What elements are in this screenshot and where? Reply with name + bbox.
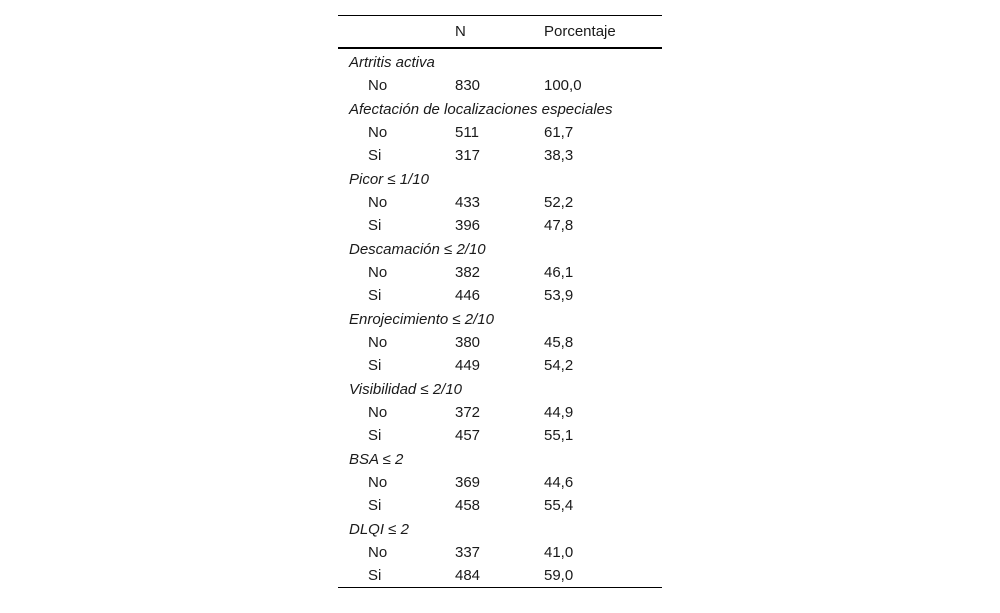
row-percentage: 44,9 <box>544 404 574 421</box>
group-title: Afectación de localizaciones especiales <box>349 100 613 118</box>
header-label <box>338 16 455 49</box>
table-row <box>338 74 662 97</box>
table-header <box>338 16 662 49</box>
row-percentage: 61,7 <box>544 124 574 141</box>
row-n: 380 <box>455 334 481 351</box>
table-row <box>338 261 662 284</box>
row-percentage: 53,9 <box>544 287 574 304</box>
data-table <box>338 15 662 588</box>
table-row <box>338 354 662 377</box>
row-percentage: 100,0 <box>544 77 582 94</box>
group-row <box>338 307 662 331</box>
table-row <box>338 191 662 214</box>
table-row <box>338 494 662 517</box>
row-n: 484 <box>455 567 481 584</box>
table-row <box>338 564 662 588</box>
header-percentage: Porcentaje <box>544 23 616 40</box>
group-title: Enrojecimiento ≤ 2/10 <box>349 310 494 328</box>
row-label: Si <box>368 147 382 164</box>
row-label: No <box>368 404 388 421</box>
row-label: Si <box>368 427 382 444</box>
table-row <box>338 284 662 307</box>
group-row <box>338 48 662 74</box>
table-row <box>338 471 662 494</box>
row-percentage: 52,2 <box>544 194 574 211</box>
header-row <box>338 16 662 49</box>
row-percentage: 55,4 <box>544 497 574 514</box>
table-row <box>338 401 662 424</box>
row-n: 382 <box>455 264 481 281</box>
row-label: No <box>368 264 388 281</box>
row-n: 511 <box>455 124 479 141</box>
row-n: 337 <box>455 544 481 561</box>
row-label: Si <box>368 497 382 514</box>
row-n: 458 <box>455 497 481 514</box>
row-label: No <box>368 544 388 561</box>
row-label: No <box>368 334 388 351</box>
group-row <box>338 377 662 401</box>
group-row <box>338 167 662 191</box>
table-row <box>338 144 662 167</box>
group-title: DLQI ≤ 2 <box>349 520 409 538</box>
group-title: Visibilidad ≤ 2/10 <box>349 380 463 398</box>
data-table-container <box>338 15 662 588</box>
group-title: Picor ≤ 1/10 <box>349 170 429 188</box>
table-row <box>338 121 662 144</box>
group-row <box>338 447 662 471</box>
row-n: 446 <box>455 287 481 304</box>
row-n: 372 <box>455 404 481 421</box>
group-title: BSA ≤ 2 <box>349 450 404 468</box>
row-label: Si <box>368 357 382 374</box>
group-title: Descamación ≤ 2/10 <box>349 240 486 258</box>
group-row <box>338 237 662 261</box>
row-label: No <box>368 194 388 211</box>
group-row <box>338 517 662 541</box>
row-n: 433 <box>455 194 481 211</box>
row-percentage: 44,6 <box>544 474 574 491</box>
row-percentage: 38,3 <box>544 147 574 164</box>
row-label: Si <box>368 287 382 304</box>
group-row <box>338 97 662 121</box>
row-label: No <box>368 124 388 141</box>
row-n: 317 <box>455 147 481 164</box>
table-row <box>338 214 662 237</box>
table-row <box>338 331 662 354</box>
row-n: 457 <box>455 427 481 444</box>
table-row <box>338 541 662 564</box>
table-body <box>338 48 662 588</box>
row-percentage: 55,1 <box>544 427 574 444</box>
table-row <box>338 424 662 447</box>
row-percentage: 45,8 <box>544 334 574 351</box>
row-n: 830 <box>455 77 481 94</box>
row-percentage: 46,1 <box>544 264 574 281</box>
header-n: N <box>455 23 466 40</box>
row-label: No <box>368 474 388 491</box>
row-n: 449 <box>455 357 481 374</box>
row-percentage: 54,2 <box>544 357 574 374</box>
row-n: 396 <box>455 217 481 234</box>
row-label: Si <box>368 567 382 584</box>
row-percentage: 41,0 <box>544 544 574 561</box>
row-percentage: 47,8 <box>544 217 574 234</box>
row-label: Si <box>368 217 382 234</box>
row-n: 369 <box>455 474 481 491</box>
row-percentage: 59,0 <box>544 567 574 584</box>
group-title: Artritis activa <box>349 53 435 71</box>
row-label: No <box>368 77 388 94</box>
